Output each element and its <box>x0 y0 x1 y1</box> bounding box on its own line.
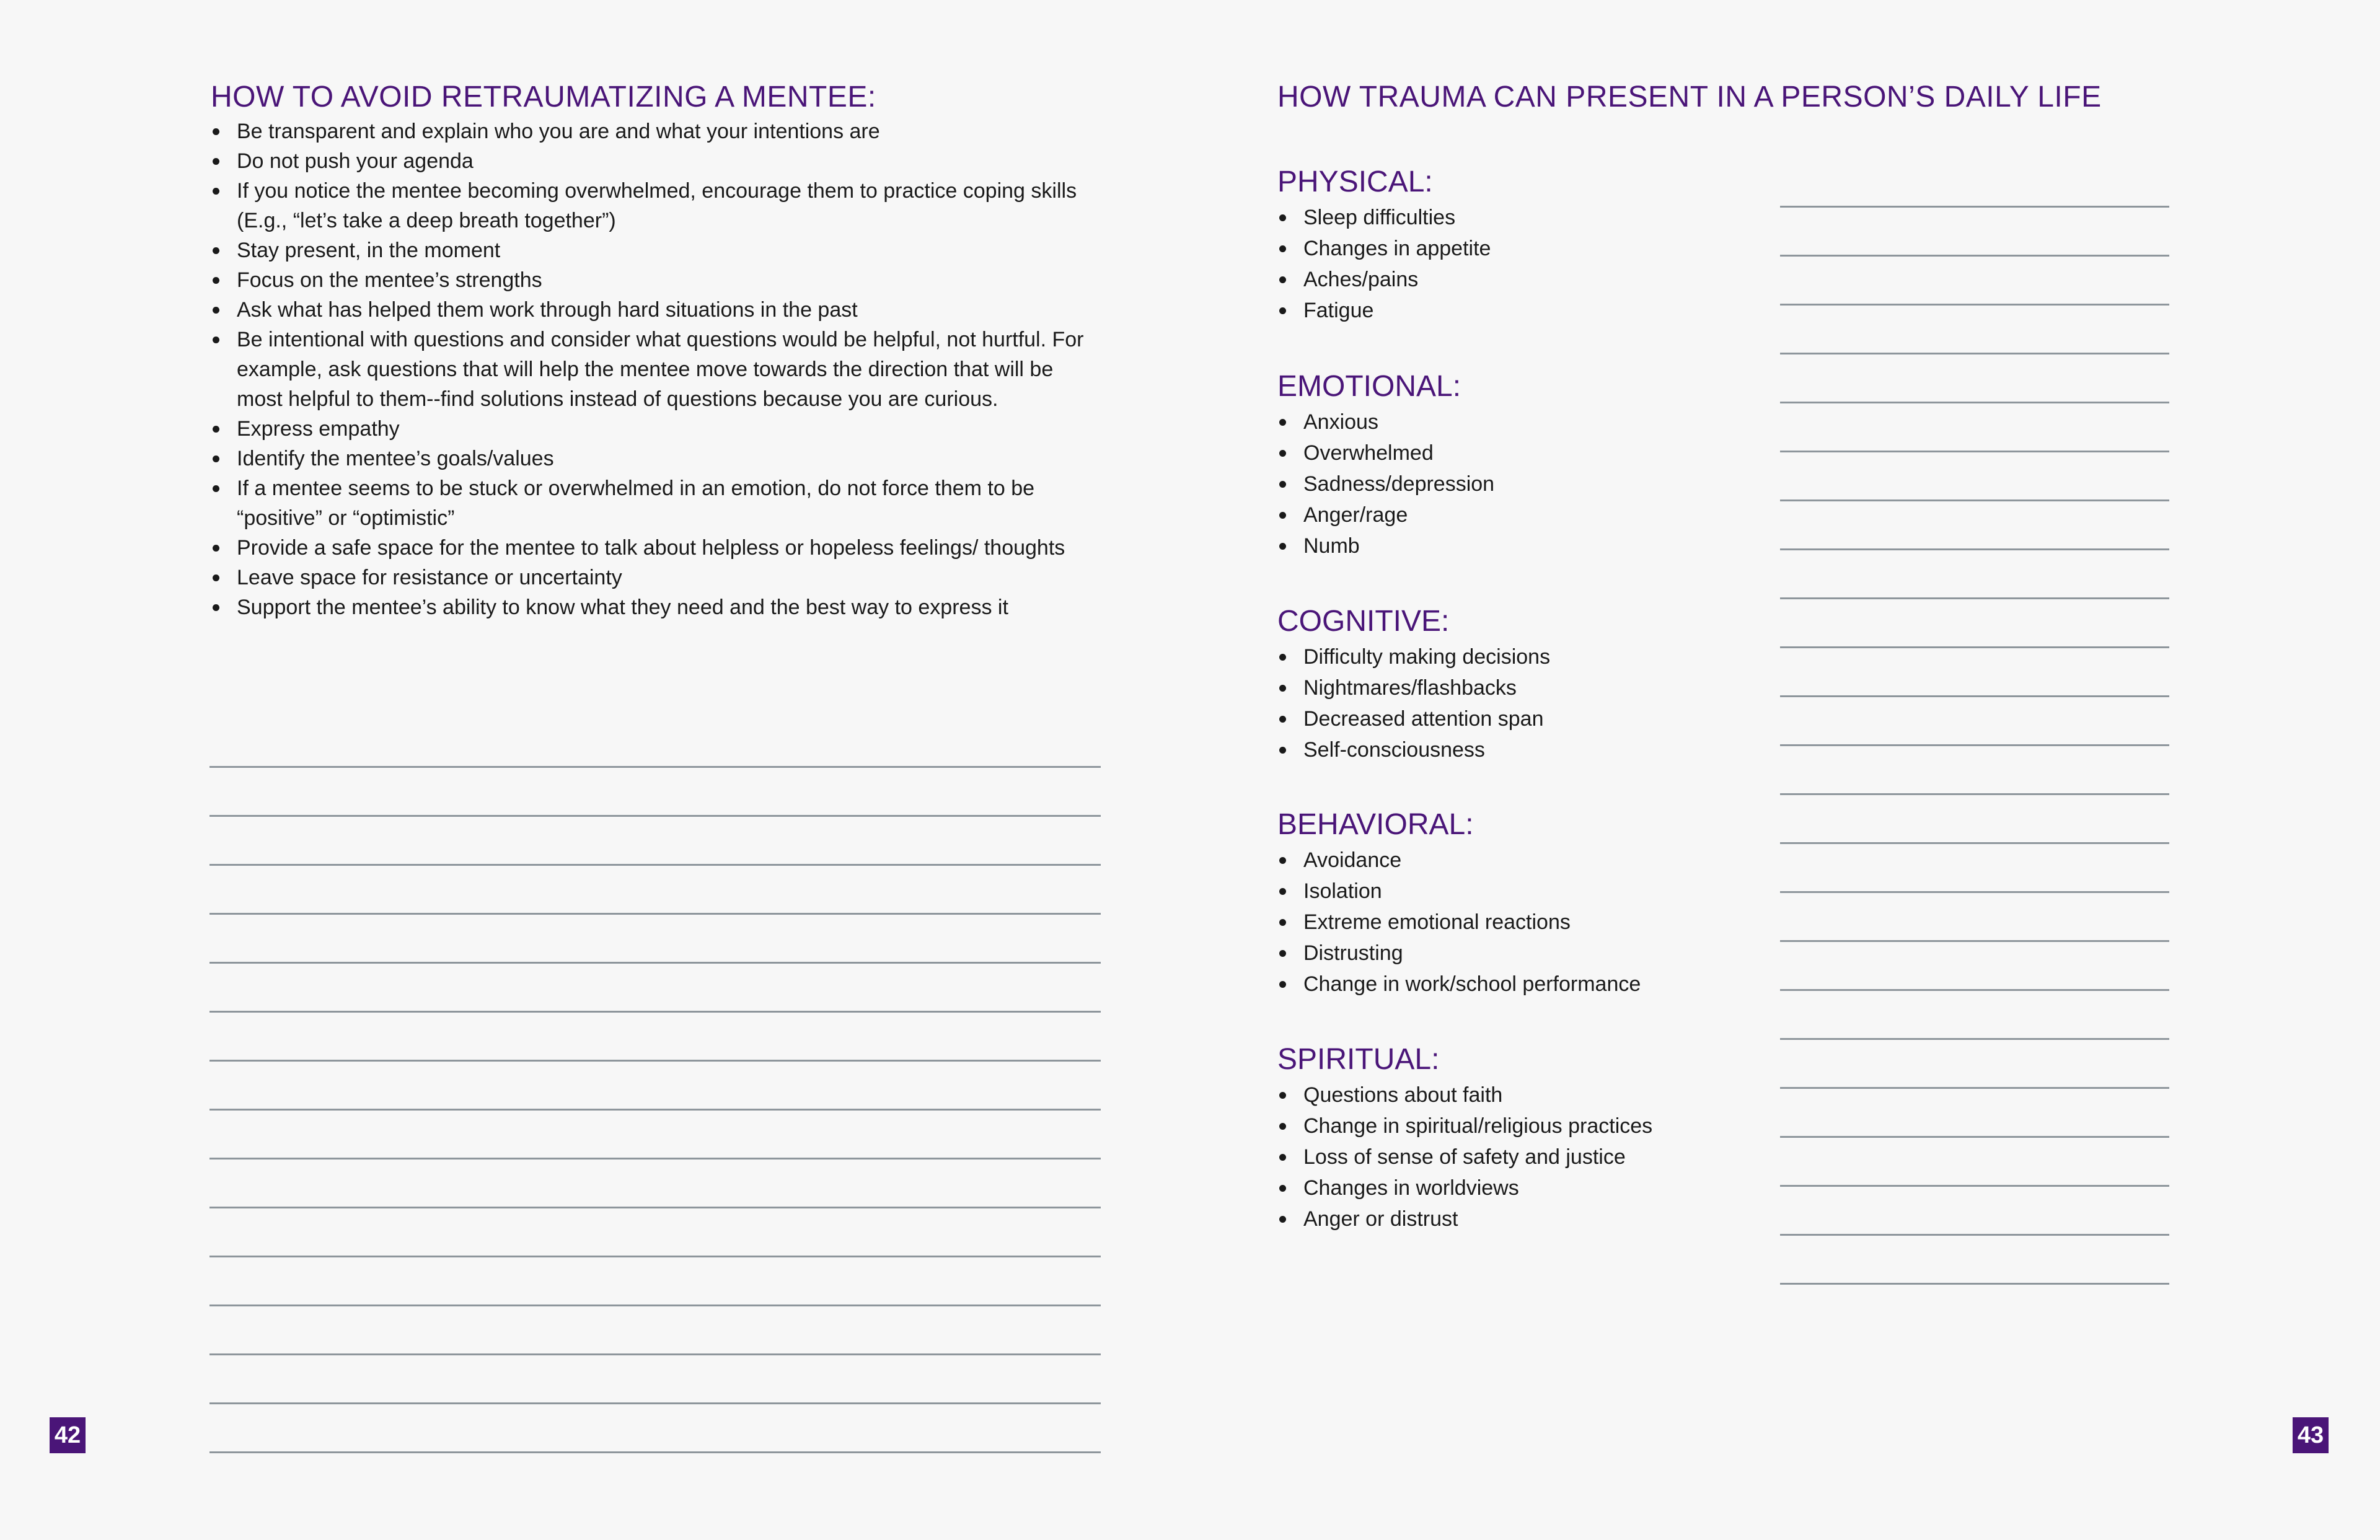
writing-line <box>1780 648 2169 697</box>
writing-line <box>1780 1138 2169 1187</box>
writing-line <box>209 719 1101 768</box>
tip-item: Focus on the mentee’s strengths <box>211 265 1103 295</box>
section-item: Extreme emotional reactions <box>1277 907 1761 937</box>
writing-line <box>209 1257 1101 1306</box>
tip-item: Stay present, in the moment <box>211 235 1103 265</box>
tip-item: Be transparent and explain who you are and what your intentions are <box>211 117 1103 146</box>
section-item: Sadness/depression <box>1277 469 1761 499</box>
section-heading: COGNITIVE: <box>1277 605 1450 638</box>
section-item: Questions about faith <box>1277 1080 1761 1110</box>
tip-item: Express empathy <box>211 414 1103 444</box>
writing-line <box>1780 795 2169 844</box>
section-item: Anger or distrust <box>1277 1204 1761 1234</box>
tip-item: Provide a safe space for the mentee to talk about helpless or hopeless feelings/ thoughts <box>211 533 1103 563</box>
right-page-title: HOW TRAUMA CAN PRESENT IN A PERSON’S DAILY LIFE <box>1277 81 2102 113</box>
section-item: Nightmares/flashbacks <box>1277 673 1761 703</box>
writing-line <box>1780 844 2169 893</box>
writing-line <box>1780 893 2169 942</box>
section-item: Fatigue <box>1277 296 1761 325</box>
section-item: Isolation <box>1277 876 1761 906</box>
retraumatize-tips-list <box>211 117 1103 622</box>
writing-line <box>1780 991 2169 1040</box>
page-number-left: 42 <box>50 1417 86 1453</box>
writing-line <box>1780 452 2169 501</box>
writing-line <box>209 866 1101 915</box>
section-item: Changes in worldviews <box>1277 1173 1761 1203</box>
right-notes-lines <box>1780 159 2169 1285</box>
writing-line <box>1780 599 2169 648</box>
section-item: Distrusting <box>1277 938 1761 968</box>
writing-line <box>209 1208 1101 1257</box>
section-item: Aches/pains <box>1277 265 1761 294</box>
writing-line <box>1780 1089 2169 1138</box>
section-heading: BEHAVIORAL: <box>1277 808 1474 841</box>
section-item: Anxious <box>1277 407 1761 437</box>
section-item: Overwhelmed <box>1277 438 1761 468</box>
writing-line <box>1780 257 2169 306</box>
section-list <box>1277 642 1761 766</box>
tip-item: If a mentee seems to be stuck or overwhelmed in an emotion, do not force them to be “positive” or “optimistic” <box>211 473 1103 533</box>
tip-item: Support the mentee’s ability to know what they need and the best way to express it <box>211 592 1103 622</box>
writing-line <box>1780 550 2169 599</box>
writing-line <box>1780 501 2169 550</box>
writing-line <box>209 1062 1101 1111</box>
writing-line <box>209 1111 1101 1159</box>
tip-item: Do not push your agenda <box>211 146 1103 176</box>
tip-item: If you notice the mentee becoming overwhelmed, encourage them to practice coping skills (E.g., “let’s take a deep breath together”) <box>211 176 1103 235</box>
tip-item: Ask what has helped them work through hard situations in the past <box>211 295 1103 325</box>
tip-item: Leave space for resistance or uncertainty <box>211 563 1103 592</box>
section-heading: PHYSICAL: <box>1277 165 1433 198</box>
section-item: Self-consciousness <box>1277 735 1761 765</box>
section-item: Decreased attention span <box>1277 704 1761 734</box>
writing-line <box>209 1013 1101 1062</box>
page-number-right: 43 <box>2293 1417 2329 1453</box>
section-item: Sleep difficulties <box>1277 203 1761 232</box>
writing-line <box>209 768 1101 817</box>
section-heading: EMOTIONAL: <box>1277 370 1461 403</box>
writing-line <box>1780 403 2169 452</box>
writing-line <box>1780 1236 2169 1285</box>
section-item: Loss of sense of safety and justice <box>1277 1142 1761 1172</box>
section-item: Avoidance <box>1277 845 1761 875</box>
writing-line <box>1780 1040 2169 1089</box>
writing-line <box>209 1306 1101 1355</box>
writing-line <box>1780 942 2169 991</box>
section-list <box>1277 203 1761 327</box>
writing-line <box>1780 306 2169 354</box>
section-list <box>1277 407 1761 562</box>
section-list <box>1277 1080 1761 1235</box>
writing-line <box>209 1159 1101 1208</box>
writing-line <box>209 964 1101 1013</box>
writing-line <box>209 817 1101 866</box>
section-item: Anger/rage <box>1277 500 1761 530</box>
section-heading: SPIRITUAL: <box>1277 1043 1440 1076</box>
writing-line <box>1780 1187 2169 1236</box>
right-page <box>1190 0 2380 1540</box>
writing-line <box>1780 208 2169 257</box>
section-item: Numb <box>1277 531 1761 561</box>
writing-line <box>1780 159 2169 208</box>
tip-item: Be intentional with questions and consider what questions would be helpful, not hurtful. For example, ask questions that will help the mentee move towards the direction that will be most helpful to them--find solutions instead of questions because you are curious. <box>211 325 1103 414</box>
writing-line <box>1780 697 2169 746</box>
writing-line <box>209 1355 1101 1404</box>
writing-line <box>209 1404 1101 1453</box>
writing-line <box>1780 746 2169 795</box>
section-item: Change in spiritual/religious practices <box>1277 1111 1761 1141</box>
section-list <box>1277 845 1761 1000</box>
writing-line <box>1780 354 2169 403</box>
tip-item: Identify the mentee’s goals/values <box>211 444 1103 473</box>
writing-line <box>209 915 1101 964</box>
section-item: Change in work/school performance <box>1277 969 1761 999</box>
left-page-title: HOW TO AVOID RETRAUMATIZING A MENTEE: <box>211 81 876 113</box>
left-notes-lines <box>209 719 1101 1453</box>
section-item: Difficulty making decisions <box>1277 642 1761 672</box>
section-item: Changes in appetite <box>1277 234 1761 263</box>
